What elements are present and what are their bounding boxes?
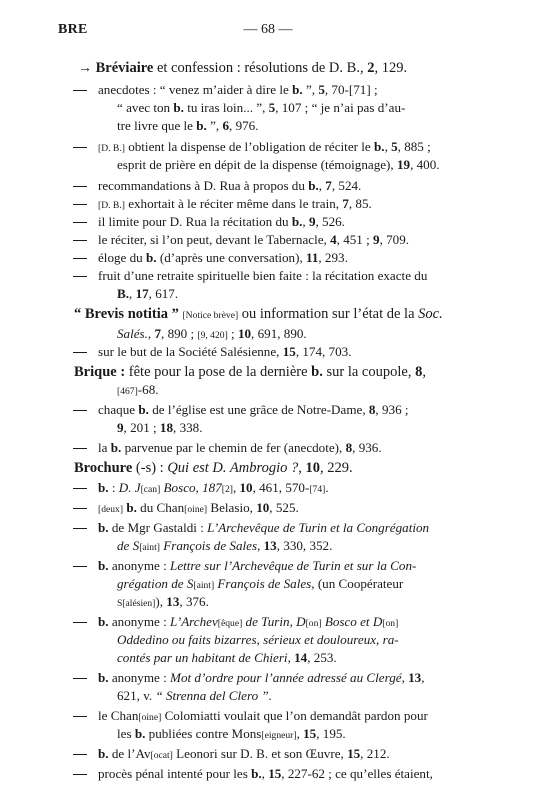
italic-title: Salés. <box>117 326 148 341</box>
bold-ref: 13 <box>408 670 422 685</box>
bold-ref: 2 <box>367 60 375 76</box>
bold-ref: b. <box>126 500 137 515</box>
bold-ref: 9 <box>373 232 380 247</box>
index-line <box>98 746 390 764</box>
text-run: le Chan <box>98 708 139 723</box>
text-run: , <box>421 670 425 685</box>
text-run: , <box>261 766 269 781</box>
entry-dash <box>73 276 87 277</box>
text-run: , <box>147 326 155 341</box>
entry-dash <box>73 258 87 259</box>
index-line <box>98 480 329 498</box>
index-line <box>117 118 258 134</box>
bold-ref: 17 <box>135 286 149 301</box>
text-run: Colomiatti voulait que l’on demandât pardon pour <box>161 708 428 723</box>
text-run: et confession : résolutions de D. B., <box>153 60 368 76</box>
bold-ref: b. <box>98 558 109 573</box>
index-line <box>117 726 346 744</box>
index-line <box>98 178 361 194</box>
entry-dash <box>73 448 87 449</box>
bold-ref: 15 <box>303 726 317 741</box>
text-run: , 890 ; <box>161 326 198 341</box>
text-run: de Mgr Gastaldi : <box>108 520 208 535</box>
bold-ref: 15 <box>282 344 296 359</box>
index-line <box>98 344 351 360</box>
text-run: de l’église est une grâce de Notre-Dame, <box>148 402 369 417</box>
index-line <box>74 460 353 476</box>
text-run: sur le but de la Société Salésienne, <box>98 344 283 359</box>
bold-ref: 10 <box>239 480 253 495</box>
bold-ref: B. <box>117 286 130 301</box>
text-run: , <box>302 214 309 229</box>
text-run: , <box>318 178 326 193</box>
text-run: , 85. <box>348 196 372 211</box>
text-run: recommandations à D. Rua à propos du <box>98 178 309 193</box>
text-run: ou information sur l’état de la <box>238 306 419 322</box>
text-run: anonyme : <box>108 614 171 629</box>
entry-dash <box>73 352 87 353</box>
text-run: , 525. <box>269 500 299 515</box>
bold-ref: 5 <box>391 139 398 154</box>
text-run: , 691, 890. <box>251 326 307 341</box>
index-line <box>98 214 345 230</box>
index-line <box>117 650 337 666</box>
text-run: , 400. <box>410 157 440 172</box>
arrow-icon: → <box>78 61 92 76</box>
bracket-note: [467] <box>117 386 138 397</box>
bold-ref: 8 <box>368 402 376 417</box>
index-line <box>117 538 332 556</box>
text-run: publiées contre Mons <box>145 726 262 741</box>
text-run: , 376. <box>179 594 209 609</box>
entry-dash <box>73 508 87 509</box>
index-line <box>74 364 426 380</box>
entry-dash <box>73 774 87 775</box>
text-run: , 885 ; <box>397 139 431 154</box>
italic-title: grégation de S <box>117 576 194 591</box>
index-line <box>98 250 348 266</box>
text-run: sur la coupole, <box>322 364 416 380</box>
bold-ref: b. <box>196 118 207 133</box>
italic-title: Soc. <box>418 306 443 322</box>
bold-ref: 10 <box>305 460 320 476</box>
text-run: . <box>325 480 329 495</box>
text-run: anonyme : <box>108 558 171 573</box>
index-line <box>117 286 178 302</box>
bold-ref: b. <box>146 250 157 265</box>
text-run: anonyme : <box>108 670 171 685</box>
italic-title: L’Archevêque de Turin et la Congrégation <box>207 520 430 535</box>
italic-title: François de Sales <box>159 538 258 553</box>
entry-dash <box>73 678 87 679</box>
index-line <box>98 670 424 686</box>
text-run: 621, v. <box>117 688 156 703</box>
bold-ref: 13 <box>166 594 180 609</box>
index-line <box>117 420 202 436</box>
bold-ref: b. <box>110 440 122 455</box>
text-run: , 936. <box>352 440 382 455</box>
bold-ref: 9 <box>117 420 124 435</box>
text-run: anecdotes : “ venez m’aider à dire le <box>98 82 293 97</box>
text-run: , 526. <box>315 214 345 229</box>
entry-dash <box>73 410 87 411</box>
bold-ref: b. <box>311 364 323 380</box>
bracket-note: [74] <box>309 484 326 495</box>
italic-title: D. J <box>118 480 141 495</box>
italic-title: “ Strenna del Clero ”. <box>155 688 272 703</box>
italic-title: Bosco, 187 <box>160 480 222 495</box>
bold-ref: 7 <box>342 196 349 211</box>
text-run: , 338. <box>173 420 203 435</box>
text-run: , <box>384 139 392 154</box>
bold-ref: b. <box>292 82 303 97</box>
bold-ref: 7 <box>154 326 162 341</box>
bold-ref: 8 <box>345 440 353 455</box>
entry-dash <box>73 240 87 241</box>
bold-ref: 5 <box>268 100 276 115</box>
index-line <box>98 614 398 632</box>
index-line <box>98 766 433 782</box>
bold-ref: b. <box>98 746 109 761</box>
text-run: , 330, 352. <box>276 538 333 553</box>
index-line <box>98 402 409 418</box>
bold-ref: 19 <box>396 157 411 172</box>
italic-title: L’Archev <box>170 614 218 629</box>
index-line <box>117 576 403 594</box>
text-run: , 936 ; <box>375 402 409 417</box>
index-line <box>98 440 382 456</box>
text-run: procès pénal intenté pour les <box>98 766 252 781</box>
text-run: fruit d’une retraite spirituelle bien faite : la récitation exacte du <box>98 268 428 283</box>
text-run: tu iras loin... ”, <box>183 100 269 115</box>
bracket-note: [Notice brève] <box>182 310 239 321</box>
index-line <box>98 232 409 248</box>
index-line <box>98 268 427 284</box>
text-run: (-s) : <box>132 460 168 476</box>
text-run: Leonori sur D. B. et son Œuvre, <box>172 746 348 761</box>
index-line <box>98 558 416 574</box>
bold-ref: 15 <box>268 766 282 781</box>
bracket-note: [êque] <box>217 618 243 629</box>
bold-ref: b. <box>134 726 146 741</box>
text-run: , 461, 570- <box>252 480 310 495</box>
index-line <box>98 708 428 726</box>
text-run: , <box>287 650 295 665</box>
text-run: ”, <box>206 118 223 133</box>
bold-ref: 4 <box>330 232 337 247</box>
bold-ref: Brique : <box>74 364 126 380</box>
bracket-note: [eigneur] <box>261 730 297 741</box>
bracket-note: [oine] <box>138 712 162 723</box>
italic-title: Qui est D. Ambrogio ? <box>167 460 299 476</box>
text-run: , 195. <box>316 726 346 741</box>
entry-dash <box>73 566 87 567</box>
bold-ref: 15 <box>347 746 361 761</box>
text-run: les <box>117 726 135 741</box>
text-run: du Chan <box>136 500 185 515</box>
text-run: , 253. <box>307 650 337 665</box>
italic-title: Bosco et D <box>321 614 383 629</box>
text-run: de l’Av <box>108 746 151 761</box>
index-line <box>117 688 272 704</box>
bracket-note: [aint] <box>139 542 160 553</box>
bold-ref: b. <box>98 480 109 495</box>
bold-ref: 5 <box>318 82 325 97</box>
bold-ref: b. <box>138 402 149 417</box>
bracket-note: [9, 420] <box>197 330 228 341</box>
bold-ref: 10 <box>256 500 270 515</box>
running-head: BRE <box>58 22 88 37</box>
text-run: exhortait à le réciter même dans le train, <box>124 196 343 211</box>
entry-dash <box>73 528 87 529</box>
bold-ref: b. <box>98 670 109 685</box>
text-run: Belasio, <box>207 500 257 515</box>
text-run: ”, <box>302 82 319 97</box>
entry-dash <box>73 147 87 148</box>
text-run: ), <box>155 594 167 609</box>
entry-dash <box>73 716 87 717</box>
text-run: -68. <box>137 382 159 397</box>
text-run: esprit de prière en dépit de la dispense (témoignage), <box>117 157 397 172</box>
index-line <box>98 139 431 157</box>
text-run: “ avec ton <box>117 100 174 115</box>
italic-title: de S <box>117 538 140 553</box>
bold-ref: b. <box>98 614 109 629</box>
bold-ref: b. <box>308 178 319 193</box>
index-line <box>117 594 209 612</box>
text-run: éloge du <box>98 250 146 265</box>
text-run: le réciter, si l’on peut, devant le Tabernacle, <box>98 232 331 247</box>
text-run: , 617. <box>148 286 179 301</box>
text-run: : <box>108 480 119 495</box>
bold-ref: 10 <box>237 326 252 341</box>
italic-title: Mot d’ordre pour l’année adressé au Clergé <box>170 670 402 685</box>
index-line <box>117 632 399 648</box>
entry-dash <box>73 186 87 187</box>
text-run: , 976. <box>229 118 259 133</box>
bold-ref: 8 <box>415 364 423 380</box>
bold-ref: b. <box>374 139 385 154</box>
text-run: , <box>129 286 136 301</box>
text-run: la <box>98 440 111 455</box>
bold-ref: “ Brevis notitia ” <box>74 306 179 322</box>
bracket-note: [D. B.] <box>98 143 125 154</box>
italic-title: de Turin, D <box>242 614 306 629</box>
bold-ref: Brochure <box>74 460 133 476</box>
text-run: , 107 ; “ je n’ai pas d’au- <box>275 100 406 115</box>
index-line <box>98 500 299 518</box>
text-run: , <box>257 538 264 553</box>
page-number: — 68 — <box>243 22 293 37</box>
text-run: , <box>422 364 426 380</box>
bracket-note: [on] <box>305 618 322 629</box>
bold-ref: b. <box>98 520 109 535</box>
bracket-note: [aint] <box>193 580 215 591</box>
bold-ref: b. <box>173 100 184 115</box>
text-run: , 129. <box>374 60 408 76</box>
index-line <box>98 520 429 536</box>
index-line <box>117 100 405 116</box>
bold-ref: 7 <box>325 178 332 193</box>
text-run: , <box>296 726 304 741</box>
text-run: , 212. <box>360 746 390 761</box>
bracket-note: [ocat] <box>150 750 173 761</box>
text-run: , (un Coopérateur <box>311 576 404 591</box>
bracket-note: [2] <box>221 484 233 495</box>
entry-dash <box>73 222 87 223</box>
bold-ref: Bréviaire <box>95 60 154 76</box>
bold-ref: 9 <box>308 214 316 229</box>
text-run: ; <box>227 326 238 341</box>
index-line <box>117 157 440 173</box>
bold-ref: b. <box>291 214 303 229</box>
bracket-note: [D. B.] <box>98 200 125 211</box>
text-run: , 229. <box>319 460 353 476</box>
bold-ref: 14 <box>294 650 308 665</box>
text-run: , 709. <box>379 232 410 247</box>
bracket-note: [oine] <box>184 504 208 515</box>
entry-dash <box>73 204 87 205</box>
text-run: , <box>401 670 409 685</box>
italic-title: Lettre sur l’Archevêque de Turin et sur la Con- <box>170 558 417 573</box>
entry-dash <box>73 622 87 623</box>
italic-title: Oddedino ou faits bizarres, sérieux et douloureux, ra- <box>117 632 399 647</box>
text-run: (d’après une conversation), <box>156 250 306 265</box>
bold-ref: 6 <box>222 118 230 133</box>
italic-title: contés par un habitant de Chieri <box>117 650 288 665</box>
bold-ref: b. <box>251 766 262 781</box>
bold-ref: 11 <box>306 250 319 265</box>
text-run: , <box>232 480 240 495</box>
index-line <box>117 326 307 344</box>
italic-title: François de Sales <box>214 576 312 591</box>
text-run: tre livre que le <box>117 118 197 133</box>
bracket-note: [on] <box>382 618 399 629</box>
text-run: , 174, 703. <box>295 344 352 359</box>
bracket-note: [deux] <box>98 504 124 515</box>
text-run: fête pour la pose de la dernière <box>125 364 312 380</box>
entry-dash <box>73 754 87 755</box>
entry-dash <box>73 488 87 489</box>
index-line <box>74 306 443 324</box>
index-line <box>98 196 372 214</box>
text-run: obtient la dispense de l’obligation de réciter le <box>124 139 374 154</box>
entry-dash <box>73 90 87 91</box>
text-run: il limite pour D. Rua la récitation du <box>98 214 292 229</box>
index-line <box>117 382 159 400</box>
bold-ref: 13 <box>263 538 277 553</box>
text-run: , 227-62 ; ce qu’elles étaient, <box>281 766 433 781</box>
text-run: chaque <box>98 402 139 417</box>
index-line <box>98 82 378 98</box>
bracket-note: [can] <box>140 484 161 495</box>
bracket-note: S[alésien] <box>117 598 156 609</box>
index-line <box>78 60 407 77</box>
text-run: , <box>298 460 306 476</box>
text-run: parvenue par le chemin de fer (anecdote), <box>121 440 346 455</box>
text-run: , 70-[71] ; <box>324 82 378 97</box>
text-run: , 201 ; <box>123 420 160 435</box>
bold-ref: 18 <box>159 420 174 435</box>
text-run: , 293. <box>318 250 348 265</box>
text-run: , 451 ; <box>336 232 374 247</box>
text-run: , 524. <box>331 178 362 193</box>
